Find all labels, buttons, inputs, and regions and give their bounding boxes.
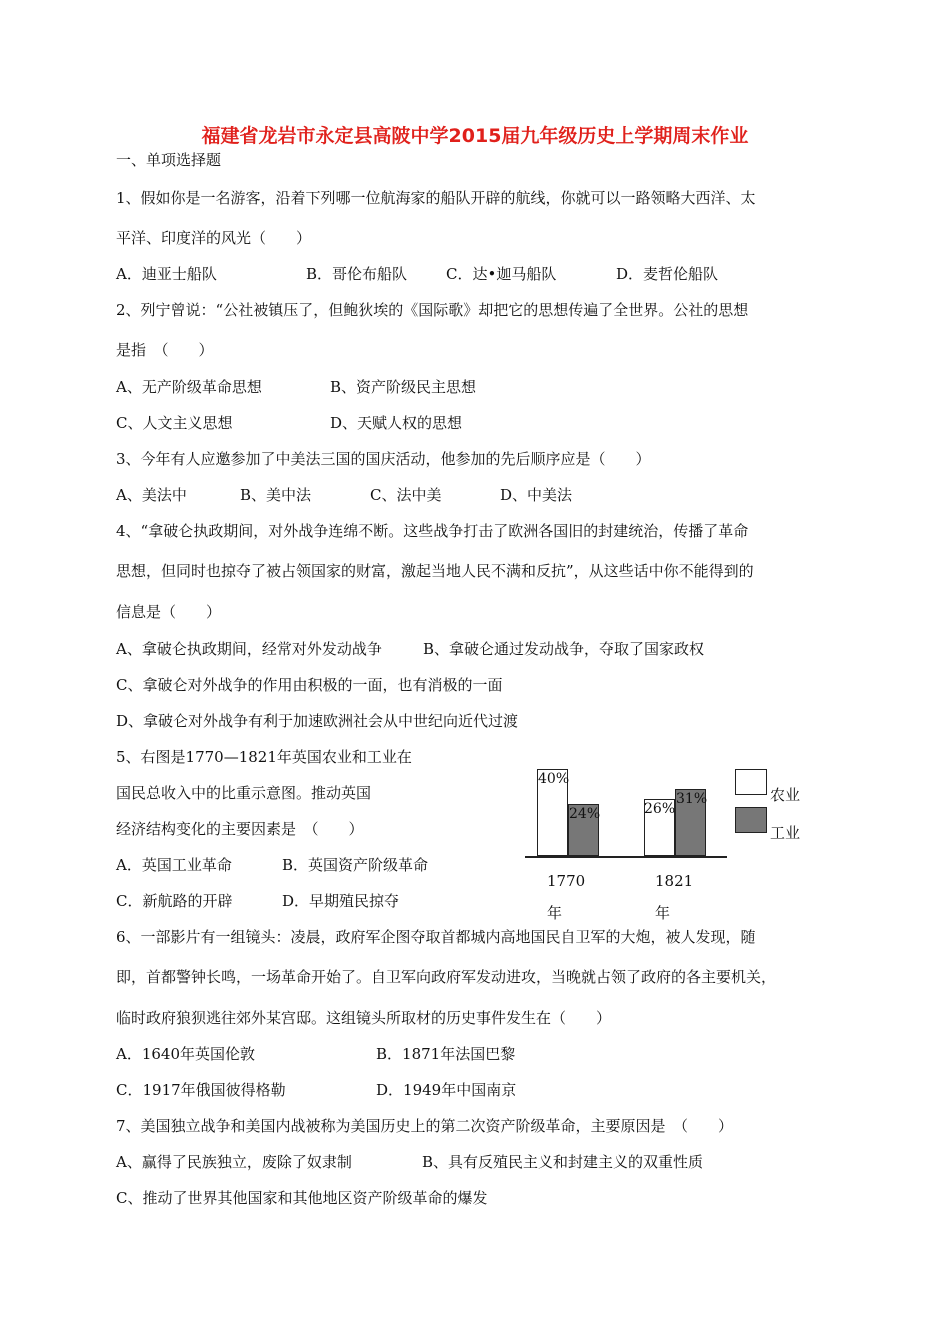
q5-option-d: D．早期殖民掠夺 [282, 892, 400, 910]
q6-option-a: A．1640年英国伦敦 [116, 1045, 256, 1063]
q3-option-d: D、中美法 [500, 486, 573, 504]
q6-option-c: C．1917年俄国彼得格勒 [116, 1081, 286, 1099]
label-ind-1770: 24% [569, 805, 601, 822]
q1-option-b: B．哥伦布船队 [306, 265, 408, 283]
q2-option-c: C、人文主义思想 [116, 414, 233, 432]
x-label-1770-year: 1770 [547, 872, 586, 890]
q7-option-a: A、赢得了民族独立，废除了奴隶制 [116, 1153, 352, 1171]
section-heading: 一、单项选择题 [116, 151, 222, 169]
q6-stem-line1: 6、一部影片有一组镜头：凌晨，政府军企图夺取首都城内高地国民自卫军的大炮，被人发现，随 [116, 928, 756, 946]
q6-stem-line2: 即，首都警钟长鸣，一场革命开始了。自卫军向政府军发动进攻，当晚就占领了政府的各主要机关， [116, 968, 777, 986]
q2-stem-line1: 2、列宁曾说：“公社被镇压了，但鲍狄埃的《国际歌》却把它的思想传遍了全世界。公社的思想 [116, 301, 749, 319]
q3-stem: 3、今年有人应邀参加了中美法三国的国庆活动，他参加的先后顺序应是（ ） [116, 450, 651, 468]
label-agri-1770: 40% [538, 771, 570, 787]
q3-option-a: A、美法中 [116, 486, 187, 504]
label-agri-1821: 26% [644, 801, 676, 818]
chart-baseline [525, 856, 727, 858]
q3-option-c: C、法中美 [370, 486, 442, 504]
legend-swatch-agriculture [735, 769, 767, 795]
q7-stem: 7、美国独立战争和美国内战被称为美国历史上的第二次资产阶级革命，主要原因是 （ ） [116, 1117, 734, 1135]
q6-stem-line3: 临时政府狼狈逃往郊外某宫邸。这组镜头所取材的历史事件发生在（ ） [116, 1009, 612, 1027]
legend-label-agriculture: 农业 [770, 786, 801, 804]
legend-swatch-industry [735, 807, 767, 833]
x-label-1770-unit: 年 [547, 904, 563, 922]
q1-option-c: C．达•迦马船队 [446, 265, 557, 283]
q2-option-b: B、资产阶级民主思想 [330, 378, 477, 396]
q5-option-a: A．英国工业革命 [116, 856, 232, 874]
q5-stem-line2: 国民总收入中的比重示意图。推动英国 [116, 784, 372, 802]
q2-option-d: D、天赋人权的思想 [330, 414, 463, 432]
q5-option-b: B．英国资产阶级革命 [282, 856, 429, 874]
q4-option-d: D、拿破仑对外战争有利于加速欧洲社会从中世纪向近代过渡 [116, 712, 519, 730]
q4-option-a: A、拿破仑执政期间，经常对外发动战争 [116, 640, 382, 658]
q4-stem-line2: 思想，但同时也掠夺了被占领国家的财富，激起当地人民不满和反抗”，从这些话中你不能得到的 [116, 562, 754, 580]
q4-stem-line3: 信息是（ ） [116, 603, 222, 621]
q1-option-a: A．迪亚士船队 [116, 265, 217, 283]
q3-option-b: B、美中法 [240, 486, 312, 504]
q5-stem-line1: 5、右图是1770—1821年英国农业和工业在 [116, 748, 412, 766]
q1-stem-line1: 1、假如你是一名游客，沿着下列哪一位航海家的船队开辟的航线，你就可以一路领略大西洋、太 [116, 189, 756, 207]
q2-option-a: A、无产阶级革命思想 [116, 378, 262, 396]
x-label-1821-unit: 年 [655, 904, 671, 922]
q1-stem-line2: 平洋、印度洋的风光（ ） [116, 229, 312, 247]
q4-stem-line1: 4、“拿破仑执政期间，对外战争连绵不断。这些战争打击了欧洲各国旧的封建统治，传播了革命 [116, 522, 749, 540]
q6-option-b: B．1871年法国巴黎 [376, 1045, 516, 1063]
q7-option-b: B、具有反殖民主义和封建主义的双重性质 [422, 1153, 704, 1171]
label-ind-1821: 31% [676, 790, 708, 807]
q4-option-c: C、拿破仑对外战争的作用由积极的一面，也有消极的一面 [116, 676, 503, 694]
q4-option-b: B、拿破仑通过发动战争，夺取了国家政权 [423, 640, 705, 658]
x-label-1821-year: 1821 [655, 872, 694, 890]
q2-stem-line2: 是指 （ ） [116, 341, 214, 359]
q7-option-c: C、推动了世界其他国家和其他地区资产阶级革命的爆发 [116, 1189, 488, 1207]
page-title: 福建省龙岩市永定县高陂中学2015届九年级历史上学期周末作业 [201, 125, 749, 147]
legend-label-industry: 工业 [770, 824, 801, 842]
q5-stem-line3: 经济结构变化的主要因素是 （ ） [116, 820, 364, 838]
q5-option-c: C．新航路的开辟 [116, 892, 233, 910]
q1-option-d: D．麦哲伦船队 [616, 265, 719, 283]
q6-option-d: D．1949年中国南京 [376, 1081, 517, 1099]
